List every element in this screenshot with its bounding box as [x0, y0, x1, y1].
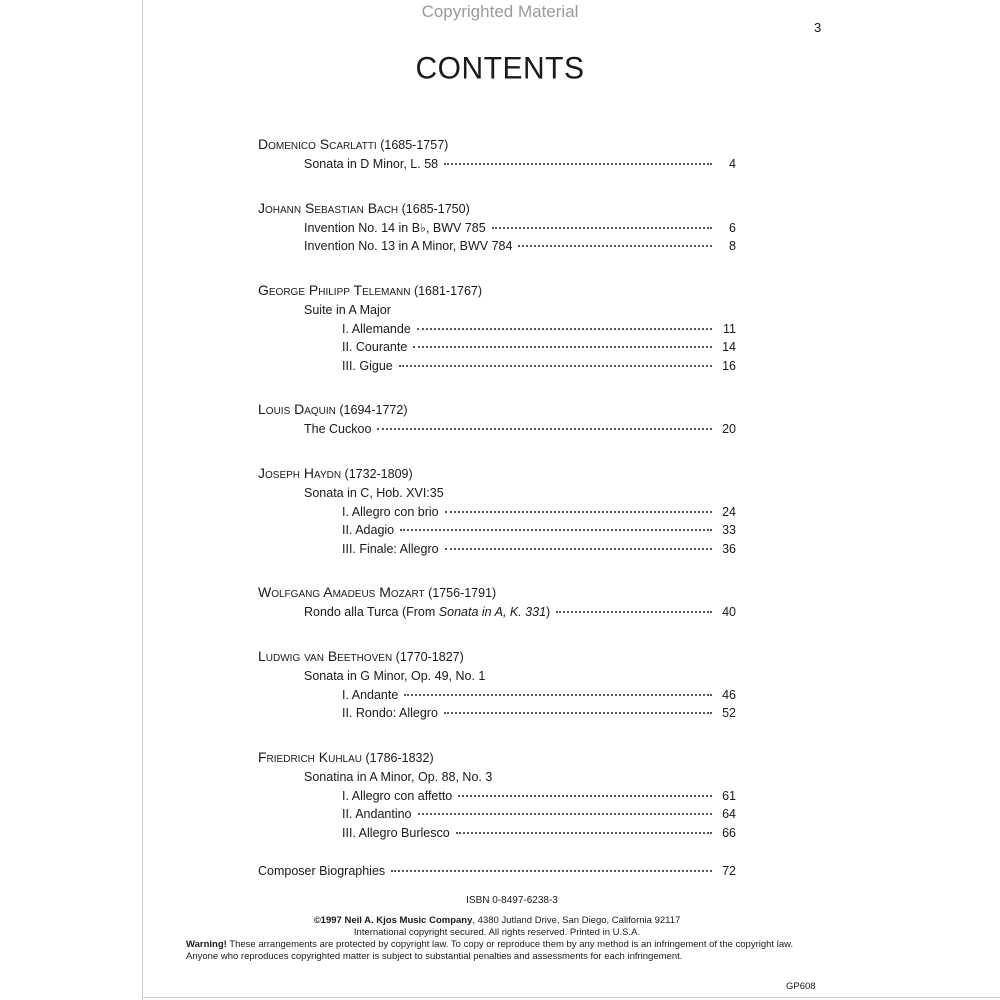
dot-leader — [404, 694, 712, 696]
entry-page-number: 8 — [729, 239, 736, 253]
entry-page-number: 16 — [722, 358, 736, 373]
entry-page-number: 4 — [729, 157, 736, 171]
entry-title — [304, 603, 550, 622]
composer-name: George Philipp Telemann — [258, 281, 411, 298]
composer-dates: (1681-1767) — [413, 283, 483, 298]
composer-heading — [258, 134, 736, 155]
entry-page-number: 14 — [722, 340, 736, 354]
composer-heading — [258, 582, 736, 603]
work-title: Suite in A Major — [304, 302, 391, 317]
toc-entry — [304, 155, 736, 174]
entry-title-text: II. Courante — [342, 340, 408, 354]
entry-title-text: Invention No. 14 in B♭, BWV 785 — [304, 220, 486, 235]
entry-title-text: Invention No. 13 in A Minor, BWV 784 — [304, 239, 513, 253]
composer-heading — [258, 198, 736, 219]
composer-dates: (1694-1772) — [339, 403, 408, 417]
entry-title — [342, 338, 407, 357]
entry-title-text: I. Allegro con affetto — [342, 788, 453, 803]
dot-leader — [417, 328, 712, 330]
composer-name: Louis Daquin — [258, 401, 336, 417]
work-title: Sonata in G Minor, Op. 49, No. 1 — [304, 668, 486, 683]
toc-entry — [304, 237, 736, 256]
entry-title — [342, 686, 398, 705]
entry-title — [304, 155, 438, 174]
composer-section — [258, 463, 736, 559]
toc-entry — [304, 420, 736, 439]
entry-page-number: 52 — [722, 706, 736, 720]
entry-page-number: 40 — [722, 605, 736, 619]
composer-name: Ludwig van Beethoven — [258, 647, 393, 664]
entry-title — [342, 824, 450, 843]
entry-page-number: 46 — [722, 687, 736, 702]
entry-title-text: I. Allegro con brio — [342, 504, 439, 519]
page-edge-bottom — [142, 997, 1000, 998]
entry-title-suffix: ) — [546, 605, 551, 619]
entry-title — [342, 503, 439, 522]
toc-entry — [342, 686, 736, 705]
dot-leader — [556, 611, 712, 613]
toc-entry — [342, 357, 736, 376]
toc-entry — [342, 338, 736, 357]
copyright-line — [186, 915, 808, 927]
toc-entry — [258, 862, 736, 881]
composer-name: Johann Sebastian Bach — [258, 199, 399, 216]
entry-page-number: 33 — [722, 523, 736, 537]
work-title: Sonata in C, Hob. XVI:35 — [304, 485, 444, 500]
toc-entry — [342, 503, 736, 522]
composer-dates: (1756-1791) — [428, 586, 497, 600]
composer-dates: (1770-1827) — [395, 649, 464, 664]
toc-entry — [342, 824, 736, 843]
entry-title — [342, 787, 452, 806]
entry-title-text: II. Andantino — [342, 807, 412, 821]
composer-section — [258, 198, 736, 256]
entry-title-text: II. Adagio — [342, 523, 395, 537]
composer-dates: (1685-1757) — [380, 138, 449, 152]
page-number: 3 — [814, 20, 822, 35]
copyright-publisher: ©1997 Neil A. Kjos Music Company — [313, 915, 473, 926]
dot-leader — [445, 548, 712, 550]
entry-title-text: III. Gigue — [342, 358, 393, 373]
composer-dates: (1786-1832) — [365, 750, 434, 765]
composer-section — [258, 134, 736, 174]
entry-title-text: II. Rondo: Allegro — [342, 706, 438, 720]
entry-title — [342, 521, 394, 540]
warning-label: Warning! — [186, 939, 227, 950]
entry-title — [342, 540, 439, 559]
entry-title — [342, 805, 412, 824]
warning-notice — [186, 939, 808, 963]
entry-title — [342, 357, 393, 376]
entry-page-number: 64 — [722, 807, 736, 821]
composer-dates: (1732-1809) — [344, 466, 413, 481]
entry-title-text: I. Andante — [342, 687, 399, 702]
entry-title — [342, 704, 438, 723]
entry-title-text: I. Allemande — [342, 321, 411, 336]
entry-title-text: Rondo alla Turca (From — [304, 605, 439, 619]
entry-title: Composer Biographies — [258, 864, 386, 878]
dot-leader — [377, 428, 712, 430]
toc-entry — [304, 603, 736, 622]
composer-name: Wolfgang Amadeus Mozart — [258, 584, 425, 600]
footer — [186, 895, 808, 963]
copyright-address: , 4380 Jutland Drive, San Diego, California 92117 — [472, 915, 681, 926]
dot-leader — [458, 795, 712, 797]
entry-page-number: 6 — [729, 220, 736, 235]
entry-title-text: III. Allegro Burlesco — [342, 825, 450, 840]
composer-section — [258, 280, 736, 376]
work-title: Sonatina in A Minor, Op. 88, No. 3 — [304, 769, 493, 784]
watermark: Copyrighted Material — [421, 2, 579, 21]
composer-name: Friedrich Kuhlau — [258, 748, 363, 765]
dot-leader — [400, 529, 712, 531]
entry-page-number: 36 — [722, 541, 736, 556]
composer-section — [258, 399, 736, 439]
composer-heading — [258, 646, 736, 667]
table-of-contents — [258, 134, 736, 881]
catalog-code: GP608 — [786, 981, 816, 992]
dot-leader — [456, 832, 712, 834]
entry-page-number: 24 — [722, 504, 736, 519]
dot-leader — [413, 346, 712, 348]
dot-leader — [399, 365, 712, 367]
entry-page-number: 20 — [722, 422, 736, 436]
entry-title — [304, 420, 371, 439]
page-title: CONTENTS — [415, 51, 585, 86]
entry-title — [304, 237, 512, 256]
isbn: ISBN 0-8497-6238-3 — [466, 895, 558, 906]
composer-name: Domenico Scarlatti — [258, 136, 377, 152]
dot-leader — [444, 712, 712, 714]
composer-section — [258, 582, 736, 622]
entry-page-number: 72 — [722, 864, 736, 878]
dot-leader — [492, 227, 712, 229]
toc-entry — [342, 787, 736, 806]
composer-heading — [258, 463, 736, 484]
entry-title — [342, 320, 411, 339]
rights-line: International copyright secured. All rights reserved. Printed in U.S.A. — [353, 927, 641, 938]
composer-heading — [258, 399, 736, 420]
entry-title-italic: Sonata in A, K. 331 — [438, 605, 547, 619]
dot-leader — [418, 813, 712, 815]
entry-title-text: The Cuckoo — [304, 422, 372, 436]
toc-entry — [304, 219, 736, 238]
toc-entry — [342, 805, 736, 824]
toc-entry — [342, 540, 736, 559]
entry-page-number: 61 — [722, 788, 736, 803]
warning-text: These arrangements are protected by copyright law. To copy or reproduce them by any method is an infringement of the copyright law. Anyone who reproduces copyrighted matter is subject to substantial penalties and assessments for each infringement. — [186, 939, 794, 962]
entry-title-text: Sonata in D Minor, L. 58 — [304, 157, 439, 171]
composer-heading — [258, 280, 736, 301]
composer-section — [258, 646, 736, 723]
toc-entry — [342, 521, 736, 540]
composer-heading — [258, 747, 736, 768]
toc-entry — [342, 704, 736, 723]
dot-leader — [518, 245, 712, 247]
composer-section — [258, 747, 736, 843]
composer-name: Joseph Haydn — [258, 464, 342, 481]
biographies-section — [258, 862, 736, 881]
entry-title-text: III. Finale: Allegro — [342, 541, 439, 556]
entry-page-number: 11 — [723, 321, 736, 336]
entry-page-number: 66 — [722, 825, 736, 840]
dot-leader — [445, 511, 712, 513]
page-edge — [142, 0, 143, 1000]
entry-title — [304, 219, 486, 238]
composer-dates: (1685-1750) — [401, 201, 470, 216]
dot-leader — [444, 163, 712, 165]
toc-entry — [342, 320, 736, 339]
dot-leader — [391, 870, 712, 872]
